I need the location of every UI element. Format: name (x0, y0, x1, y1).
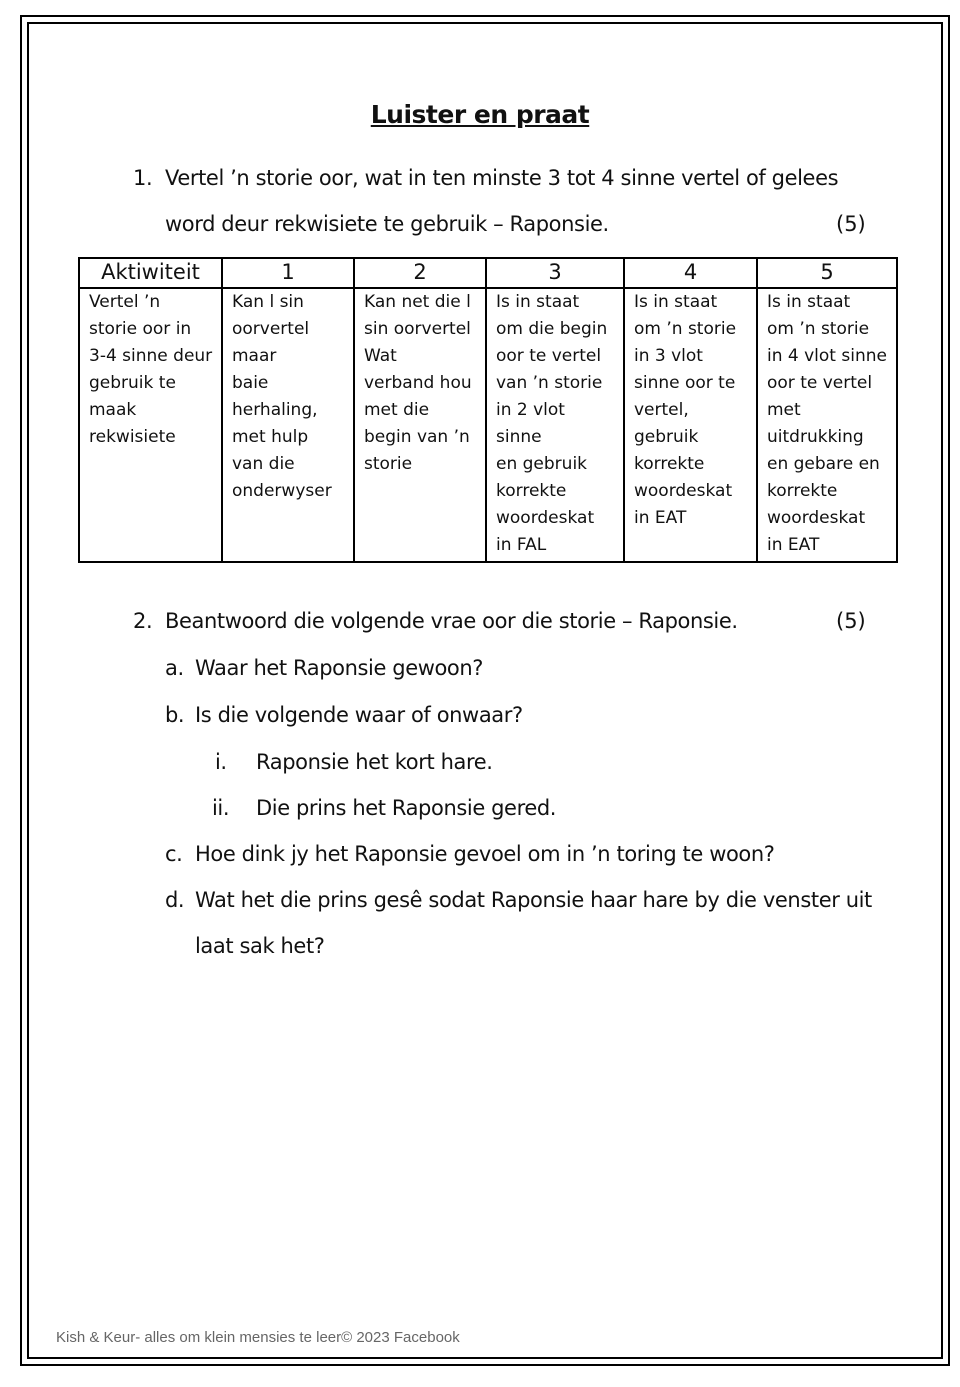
cell-line: sinne oor te (634, 373, 736, 393)
rubric-body-row (79, 288, 897, 562)
q2bi-label: i. (215, 750, 227, 774)
cell-line: en gebare en (767, 454, 880, 474)
cell-line: korrekte (634, 454, 705, 474)
cell-line: met die (364, 400, 430, 420)
cell-line: in FAL (496, 535, 547, 555)
cell-line: oor te vertel (767, 373, 873, 393)
q2b-text: Is die volgende waar of onwaar? (195, 703, 523, 727)
cell-line: in 3 vlot (634, 346, 703, 366)
q2bii-label: ii. (212, 796, 230, 820)
rubric-cell-activity (79, 288, 222, 562)
cell-line: in 4 vlot sinne (767, 346, 887, 366)
cell-line: Is in staat (767, 292, 851, 312)
rubric-cell-level-5 (757, 288, 897, 562)
q2c-text: Hoe dink jy het Raponsie gevoel om in ’n toring te woon? (195, 842, 775, 866)
cell-line: met (767, 400, 801, 420)
rubric-cell-level-1 (222, 288, 354, 562)
cell-line: maak (89, 400, 137, 420)
cell-line: sin oorvertel (364, 319, 471, 339)
rubric-header-2: 2 (354, 258, 486, 288)
cell-line: om die begin (496, 319, 608, 339)
q2d-text-line1: Wat het die prins gesê sodat Raponsie haar hare by die venster uit (195, 888, 872, 912)
rubric-header-1: 1 (222, 258, 354, 288)
cell-line: met hulp (232, 427, 309, 447)
cell-line: onderwyser (232, 481, 332, 501)
rubric-cell-level-4 (624, 288, 757, 562)
rubric-header-row (79, 258, 897, 288)
cell-line: vertel, (634, 400, 689, 420)
q2a-text: Waar het Raponsie gewoon? (195, 656, 484, 680)
worksheet-title: Luister en praat (370, 100, 590, 129)
cell-line: woordeskat (496, 508, 595, 528)
cell-line: uitdrukking (767, 427, 864, 447)
q2bi-text: Raponsie het kort hare. (256, 750, 493, 774)
q2d-text-line2: laat sak het? (195, 934, 325, 958)
cell-line: om ’n storie (767, 319, 870, 339)
cell-line: rekwisiete (89, 427, 176, 447)
cell-line: storie (364, 454, 413, 474)
rubric-header-4: 4 (624, 258, 757, 288)
q2a-label: a. (165, 656, 184, 680)
cell-line: 3-4 sinne deur (89, 346, 213, 366)
cell-line: woordeskat (634, 481, 733, 501)
cell-line: storie oor in (89, 319, 192, 339)
rubric-header-5: 5 (757, 258, 897, 288)
cell-line: korrekte (496, 481, 567, 501)
cell-line: begin van ’n (364, 427, 470, 447)
cell-line: korrekte (767, 481, 838, 501)
cell-line: oorvertel (232, 319, 310, 339)
q2c-label: c. (165, 842, 183, 866)
q2-text: Beantwoord die volgende vrae oor die storie – Raponsie. (165, 609, 738, 633)
cell-line: gebruik te (89, 373, 176, 393)
cell-line: Is in staat (496, 292, 580, 312)
q2b-label: b. (165, 703, 185, 727)
cell-line: van die (232, 454, 295, 474)
rubric-header-activity: Aktiwiteit (79, 258, 222, 288)
cell-line: en gebruik (496, 454, 588, 474)
footer-credit: Kish & Keur- alles om klein mensies te leer© 2023 Facebook (56, 1329, 460, 1346)
cell-line: in EAT (634, 508, 687, 528)
cell-line: Kan net die l (364, 292, 471, 312)
cell-line: oor te vertel (496, 346, 602, 366)
cell-line: Is in staat (634, 292, 718, 312)
q1-number: 1. (133, 166, 153, 190)
cell-line: in 2 vlot sinne (496, 400, 565, 447)
rubric-header-3: 3 (486, 258, 624, 288)
cell-line: gebruik (634, 427, 699, 447)
rubric-cell-level-2 (354, 288, 486, 562)
rubric-cell-level-3 (486, 288, 624, 562)
rubric-table (78, 257, 898, 563)
q2d-label: d. (165, 888, 185, 912)
q2-marks: (5) (836, 609, 866, 633)
cell-line: Vertel ’n (89, 292, 161, 312)
cell-line: in EAT (767, 535, 820, 555)
cell-line: herhaling, (232, 400, 318, 420)
cell-line: verband hou (364, 373, 472, 393)
cell-line: woordeskat (767, 508, 866, 528)
q1-text-line2: word deur rekwisiete te gebruik – Raponsie. (165, 212, 609, 236)
q1-marks: (5) (836, 212, 866, 236)
q2bii-text: Die prins het Raponsie gered. (256, 796, 557, 820)
cell-line: baie (232, 373, 269, 393)
cell-line: Kan l sin (232, 292, 304, 312)
cell-line: maar (232, 346, 277, 366)
cell-line: om ’n storie (634, 319, 737, 339)
cell-line: Wat (364, 346, 397, 366)
cell-line: van ’n storie (496, 373, 603, 393)
q1-text-line1: Vertel ’n storie oor, wat in ten minste 3 tot 4 sinne vertel of gelees (165, 166, 839, 190)
q2-number: 2. (133, 609, 153, 633)
